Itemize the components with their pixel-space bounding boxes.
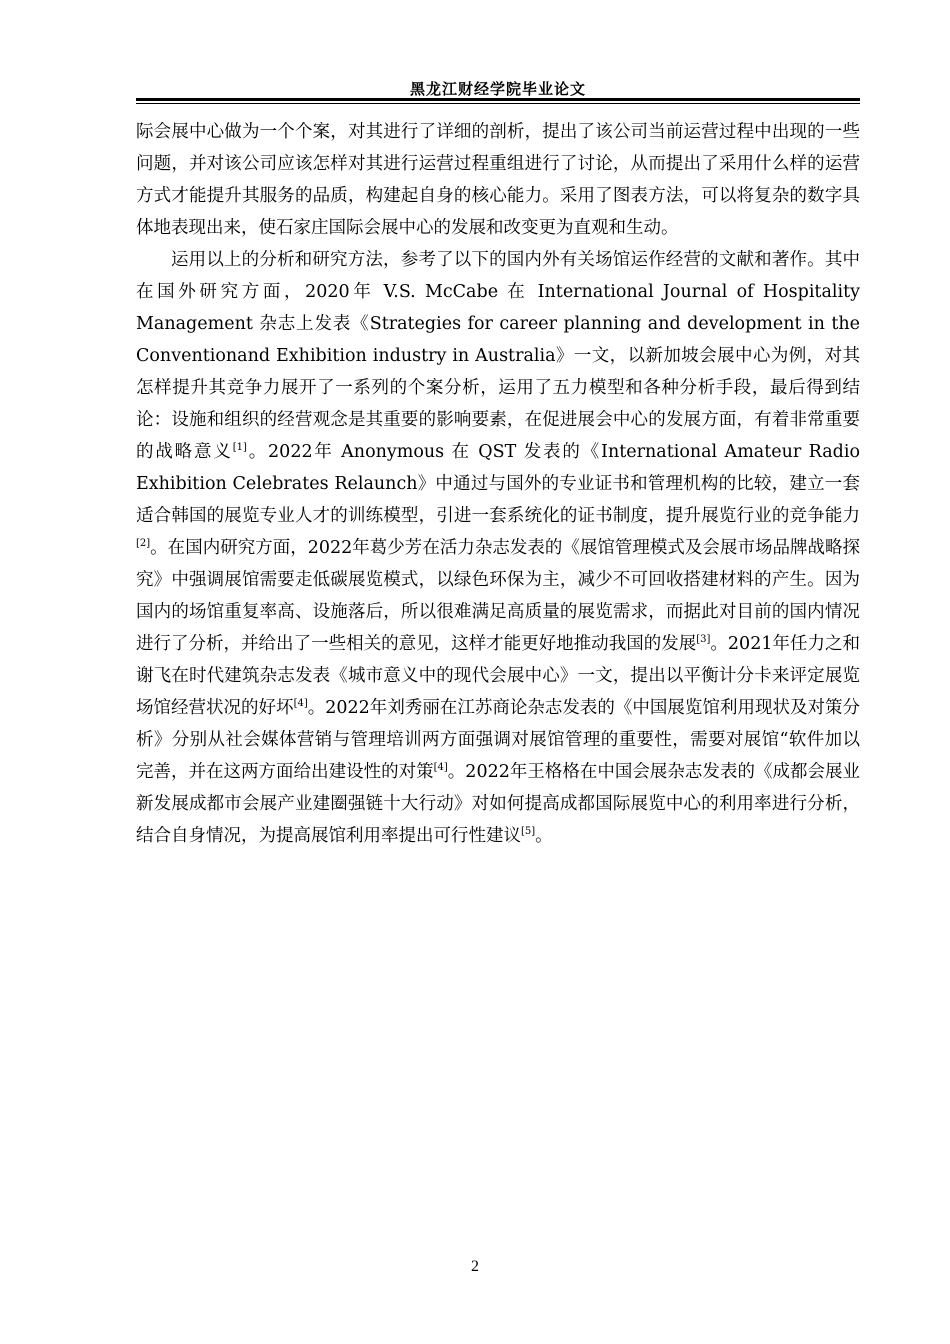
header-divider (136, 98, 860, 104)
citation-ref: [4] (433, 762, 448, 774)
body-text (136, 116, 860, 852)
citation-ref: [1] (232, 442, 247, 454)
paragraph-continuation: 际会展中心做为一个个案，对其进行了详细的剖析，提出了该公司当前运营过程中出现的一些问题，并对该公司应该怎样对其进行运营过程重组进行了讨论，从而提出了采用什么样的运营方式才能提升其服务的品质，构建起自身的核心能力。采用了图表方法，可以将复杂的数字具体地表现出来，使石家庄国际会展中心的发展和改变更为直观和生动。 (136, 122, 860, 238)
text-segment: 。在国内研究方面，2022年葛少芳在活力杂志发表的《展馆管理模式及会展市场品牌战略探究》中强调展馆需要走低碳展览模式，以绿色环保为主，减少不可回收搭建材料的产生。因为国内的场馆重复率高、设施落后，所以很难满足高质量的展览需求，而据此对目前的国内情况进行了分析，并给出了一些相关的意见，这样才能更好地推动我国的发展 (136, 538, 860, 654)
text-segment: 。 (535, 826, 553, 846)
citation-ref: [2] (136, 538, 151, 550)
citation-ref: [5] (521, 826, 536, 838)
text-segment: 。2022年王格格在中国会展杂志发表的《成都会展业新发展成都市会展产业建圈强链十大行动》对如何提高成都国际展览中心的利用率进行分析，结合自身情况，为提高展馆利用率提出可行性建议 (136, 762, 860, 846)
page-number: 2 (471, 1258, 479, 1275)
text-segment: 运用以上的分析和研究方法，参考了以下的国内外有关场馆运作经营的文献和著作。其中在国外研究方面，2020年 V.S. McCabe 在 International Journal of Hospitality Management 杂志上发表《Strategies for career planning and development in the Conventionand Exhibition industry in Australia》一文，以新加坡会展中心为例，对其怎样提升其竞争力展开了一系列的个案分析，运用了五力模型和各种分析手段，最后得到结论：设施和组织的经营观念是其重要的影响要素，在促进展会中心的发展方面，有着非常重要的战略意义 (136, 250, 860, 462)
citation-ref: [3] (696, 634, 711, 646)
page-header-title: 黑龙江财经学院毕业论文 (409, 80, 586, 98)
citation-ref: [4] (293, 698, 308, 710)
text-segment: 。2022年刘秀丽在江苏商论杂志发表的《中国展览馆利用现状及对策分析》分别从社会媒体营销与管理培训两方面强调对展馆管理的重要性，需要对展馆“软件加以完善，并在这两方面给出建设性的对策 (136, 698, 861, 782)
paragraph-literature-review (136, 244, 860, 852)
text-segment: 。2021年任力之和谢飞在时代建筑杂志发表《城市意义中的现代会展中心》一文，提出以平衡计分卡来评定展览场馆经营状况的好坏 (136, 634, 860, 718)
text-segment: 。2022年 Anonymous 在 QST 发表的《International Amateur Radio Exhibition Celebrates Relaunch》中通过与国外的专业证书和管理机构的比较，建立一套适合韩国的展览专业人才的训练模型，引进一套系统化的证书制度，提升展览行业的竞争能力 (136, 442, 860, 526)
